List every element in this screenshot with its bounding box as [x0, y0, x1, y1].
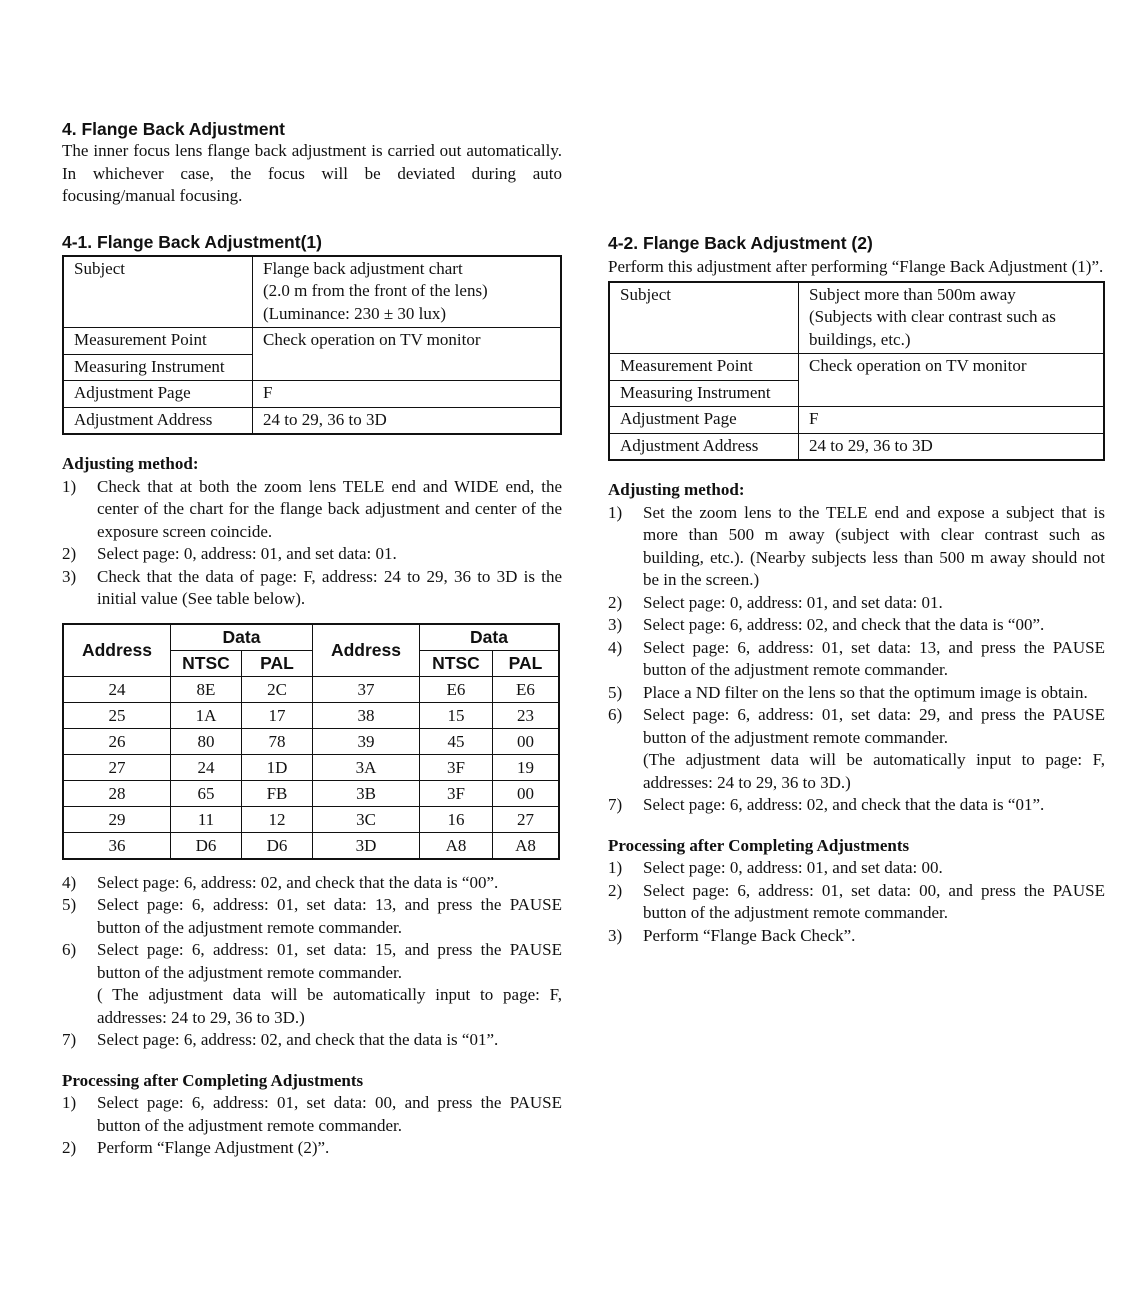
- list-item: [608, 704, 1105, 794]
- ntsc-cell: 3F: [420, 754, 493, 780]
- ntsc-cell: 65: [171, 780, 242, 806]
- address-cell: 36: [63, 832, 171, 859]
- section1-steps-after: [62, 872, 562, 1052]
- data-header: Data: [420, 624, 560, 651]
- list-item: [608, 592, 1105, 615]
- list-item: [608, 637, 1105, 682]
- spec-subject-line: (Luminance: 230 ± 30 lux): [263, 303, 447, 323]
- table-row: [63, 728, 559, 754]
- address-cell: 3A: [313, 754, 420, 780]
- address-cell: 3C: [313, 806, 420, 832]
- address-cell: 25: [63, 702, 171, 728]
- list-item: [608, 880, 1105, 925]
- spec-adjustment-address-value: 24 to 29, 36 to 3D: [799, 433, 1105, 460]
- list-item: [608, 794, 1105, 817]
- ntsc-header: NTSC: [420, 650, 493, 676]
- step-number: 4): [62, 872, 77, 892]
- step-number: 2): [62, 544, 77, 563]
- ntsc-cell: 11: [171, 806, 242, 832]
- section2-processing-steps: [608, 857, 1105, 947]
- spec-subject-label: Subject: [63, 256, 253, 328]
- pal-cell: 23: [493, 702, 560, 728]
- section1-processing-steps: [62, 1092, 562, 1160]
- address-cell: 29: [63, 806, 171, 832]
- data-header: Data: [171, 624, 313, 651]
- pal-cell: 1D: [242, 754, 313, 780]
- list-item: [62, 1029, 562, 1052]
- address-cell: 39: [313, 728, 420, 754]
- list-item: [62, 543, 562, 566]
- spec-row-adjustment-address: [63, 407, 561, 434]
- spec-subject-label: Subject: [609, 282, 799, 354]
- spec-adjustment-address-label: Adjustment Address: [609, 433, 799, 460]
- spec-subject-line: Subject more than 500m away: [809, 284, 1016, 304]
- step-text: Check that the data of page: F, address: 24 to 29, 36 to 3D is the initial value (See table below).: [97, 566, 562, 608]
- ntsc-cell: 24: [171, 754, 242, 780]
- spec-measurement-point-label: Measurement Point: [63, 328, 253, 355]
- table-row: [63, 754, 559, 780]
- spec-subject-value: [253, 256, 562, 328]
- step-note: ( The adjustment data will be automatically input to page: F, addresses: 24 to 29, 36 to 3D.): [97, 985, 562, 1027]
- spec-measurement-value: Check operation on TV monitor: [253, 328, 562, 381]
- step-number: 5): [608, 682, 623, 702]
- address-cell: 28: [63, 780, 171, 806]
- spec-adjustment-page-value: F: [799, 407, 1105, 434]
- list-item: [608, 925, 1105, 948]
- pal-cell: 12: [242, 806, 313, 832]
- step-number: 2): [62, 1138, 77, 1157]
- ntsc-cell: 80: [171, 728, 242, 754]
- section1-heading: 4-1. Flange Back Adjustment(1): [62, 231, 322, 252]
- list-item: [62, 872, 562, 895]
- table-row: [63, 676, 559, 702]
- step-number: 3): [62, 566, 77, 586]
- ntsc-cell: 1A: [171, 702, 242, 728]
- list-item: [62, 1092, 562, 1137]
- step-number: 3): [608, 615, 623, 634]
- section2-processing-title: Processing after Completing Adjustments: [608, 835, 910, 855]
- pal-cell: 00: [493, 728, 560, 754]
- step-text: Perform “Flange Back Check”.: [643, 925, 856, 945]
- list-item: [62, 566, 562, 611]
- pal-cell: 27: [493, 806, 560, 832]
- address-cell: 3B: [313, 780, 420, 806]
- spec-row-subject: [63, 256, 561, 328]
- spec-adjustment-page-label: Adjustment Page: [609, 407, 799, 434]
- table-row: [63, 780, 559, 806]
- step-number: 5): [62, 895, 77, 914]
- step-text: Select page: 6, address: 02, and check that the data is “00”.: [97, 872, 499, 892]
- address-cell: 27: [63, 754, 171, 780]
- step-number: 1): [62, 476, 77, 496]
- step-text: Check that at both the zoom lens TELE end and WIDE end, the center of the chart for the flange back adjustment and center of the exposure screen coincide.: [97, 476, 562, 541]
- step-number: 1): [608, 858, 623, 877]
- step-text: Select page: 6, address: 01, set data: 00, and press the PAUSE button of the adjustment remote commander.: [97, 1093, 562, 1135]
- list-item: [62, 894, 562, 939]
- pal-cell: FB: [242, 780, 313, 806]
- address-cell: 37: [313, 676, 420, 702]
- pal-cell: 17: [242, 702, 313, 728]
- list-item: [608, 857, 1105, 880]
- section2-method-title: Adjusting method:: [608, 480, 745, 499]
- ntsc-cell: 15: [420, 702, 493, 728]
- table-row: [63, 702, 559, 728]
- spec-row-measurement-point: [609, 354, 1104, 381]
- list-item: [608, 614, 1105, 637]
- pal-cell: 2C: [242, 676, 313, 702]
- step-number: 6): [62, 940, 77, 959]
- step-number: 6): [608, 705, 623, 724]
- right-column: [608, 232, 1105, 947]
- main-heading: 4. Flange Back Adjustment: [62, 119, 286, 139]
- list-item: [608, 682, 1105, 705]
- step-text: Select page: 6, address: 01, set data: 00, and press the PAUSE button of the adjustment remote commander.: [643, 880, 1105, 922]
- table-row: [63, 806, 559, 832]
- step-note: (The adjustment data will be automatically input to page: F, addresses: 24 to 29, 36 to 3D.): [643, 750, 1105, 792]
- list-item: [608, 502, 1105, 592]
- ntsc-cell: 3F: [420, 780, 493, 806]
- step-number: 4): [608, 637, 623, 657]
- spec-subject-line: (2.0 m from the front of the lens): [263, 281, 488, 300]
- spec-adjustment-address-value: 24 to 29, 36 to 3D: [253, 407, 562, 434]
- spec-adjustment-address-label: Adjustment Address: [63, 407, 253, 434]
- pal-cell: D6: [242, 832, 313, 859]
- step-number: 3): [608, 925, 623, 945]
- ntsc-header: NTSC: [171, 650, 242, 676]
- section2-heading: 4-2. Flange Back Adjustment (2): [608, 233, 873, 253]
- spec-subject-line: Flange back adjustment chart: [263, 258, 463, 278]
- spec-measuring-instrument-label: Measuring Instrument: [63, 354, 253, 381]
- spec-adjustment-page-label: Adjustment Page: [63, 381, 253, 408]
- section2-intro: Perform this adjustment after performing “Flange Back Adjustment (1)”.: [608, 257, 1104, 276]
- pal-header: PAL: [493, 650, 560, 676]
- initial-values-table: [62, 623, 560, 860]
- pal-cell: 19: [493, 754, 560, 780]
- pal-cell: 00: [493, 780, 560, 806]
- spec-row-measurement-point: [63, 328, 561, 355]
- ntsc-cell: D6: [171, 832, 242, 859]
- step-text: Select page: 6, address: 02, and check that the data is “01”.: [97, 1030, 499, 1049]
- spec-row-adjustment-address: [609, 433, 1104, 460]
- pal-header: PAL: [242, 650, 313, 676]
- table-header-row: [63, 624, 559, 651]
- step-number: 7): [608, 795, 623, 814]
- spec-measuring-instrument-label: Measuring Instrument: [609, 380, 799, 407]
- spec-subject-value: [799, 282, 1105, 354]
- step-text: Select page: 6, address: 01, set data: 13, and press the PAUSE button of the adjustment remote commander.: [97, 895, 562, 937]
- pal-cell: E6: [493, 676, 560, 702]
- pal-cell: A8: [493, 832, 560, 859]
- ntsc-cell: E6: [420, 676, 493, 702]
- step-text: Select page: 6, address: 02, and check that the data is “01”.: [643, 795, 1045, 814]
- ntsc-cell: 8E: [171, 676, 242, 702]
- step-number: 2): [608, 880, 623, 900]
- step-text: Select page: 6, address: 01, set data: 15, and press the PAUSE button of the adjustment remote commander.: [97, 940, 562, 982]
- address-cell: 38: [313, 702, 420, 728]
- step-text: Select page: 6, address: 02, and check that the data is “00”.: [643, 615, 1045, 634]
- spec-row-adjustment-page: [63, 381, 561, 408]
- list-item: [62, 476, 562, 544]
- spec-measurement-point-label: Measurement Point: [609, 354, 799, 381]
- list-item: [62, 939, 562, 1029]
- section2-spec-table: [608, 281, 1105, 462]
- section2-steps: [608, 502, 1105, 817]
- spec-subject-line: (Subjects with clear contrast such as buildings, etc.): [809, 307, 1056, 349]
- left-column: [62, 118, 562, 1160]
- step-text: Select page: 6, address: 01, set data: 29, and press the PAUSE button of the adjustment remote commander.: [643, 705, 1105, 747]
- section1-method-title: Adjusting method:: [62, 454, 199, 473]
- step-number: 7): [62, 1030, 77, 1049]
- step-text: Perform “Flange Adjustment (2)”.: [97, 1138, 330, 1157]
- spec-row-adjustment-page: [609, 407, 1104, 434]
- address-cell: 3D: [313, 832, 420, 859]
- step-text: Place a ND filter on the lens so that the optimum image is obtain.: [643, 682, 1088, 702]
- spec-measurement-value: Check operation on TV monitor: [799, 354, 1105, 407]
- step-text: Select page: 6, address: 01, set data: 13, and press the PAUSE button of the adjustment remote commander.: [643, 637, 1105, 679]
- section1-steps-before: [62, 476, 562, 611]
- step-number: 1): [608, 502, 623, 522]
- step-text: Set the zoom lens to the TELE end and expose a subject that is more than 500 m away (subject with clear contrast such as building, etc.). (Nearby subjects less than 500 m away should not be in the screen.): [643, 502, 1105, 589]
- list-item: [62, 1137, 562, 1160]
- address-cell: 26: [63, 728, 171, 754]
- step-text: Select page: 0, address: 01, and set data: 01.: [97, 544, 397, 563]
- step-text: Select page: 0, address: 01, and set data: 00.: [643, 858, 943, 877]
- ntsc-cell: 45: [420, 728, 493, 754]
- step-number: 1): [62, 1093, 77, 1112]
- spec-row-subject: [609, 282, 1104, 354]
- section1-processing-title: Processing after Completing Adjustments: [62, 1070, 364, 1090]
- step-number: 2): [608, 592, 623, 612]
- pal-cell: 78: [242, 728, 313, 754]
- intro-paragraph: The inner focus lens flange back adjustment is carried out automatically. In whichever case, the focus will be deviated during auto focusing/manual focusing.: [62, 141, 562, 205]
- ntsc-cell: A8: [420, 832, 493, 859]
- address-header: Address: [313, 624, 420, 677]
- address-header: Address: [63, 624, 171, 677]
- ntsc-cell: 16: [420, 806, 493, 832]
- address-cell: 24: [63, 676, 171, 702]
- spec-adjustment-page-value: F: [253, 381, 562, 408]
- section1-spec-table: [62, 255, 562, 436]
- table-row: [63, 832, 559, 859]
- step-text: Select page: 0, address: 01, and set data: 01.: [643, 592, 943, 612]
